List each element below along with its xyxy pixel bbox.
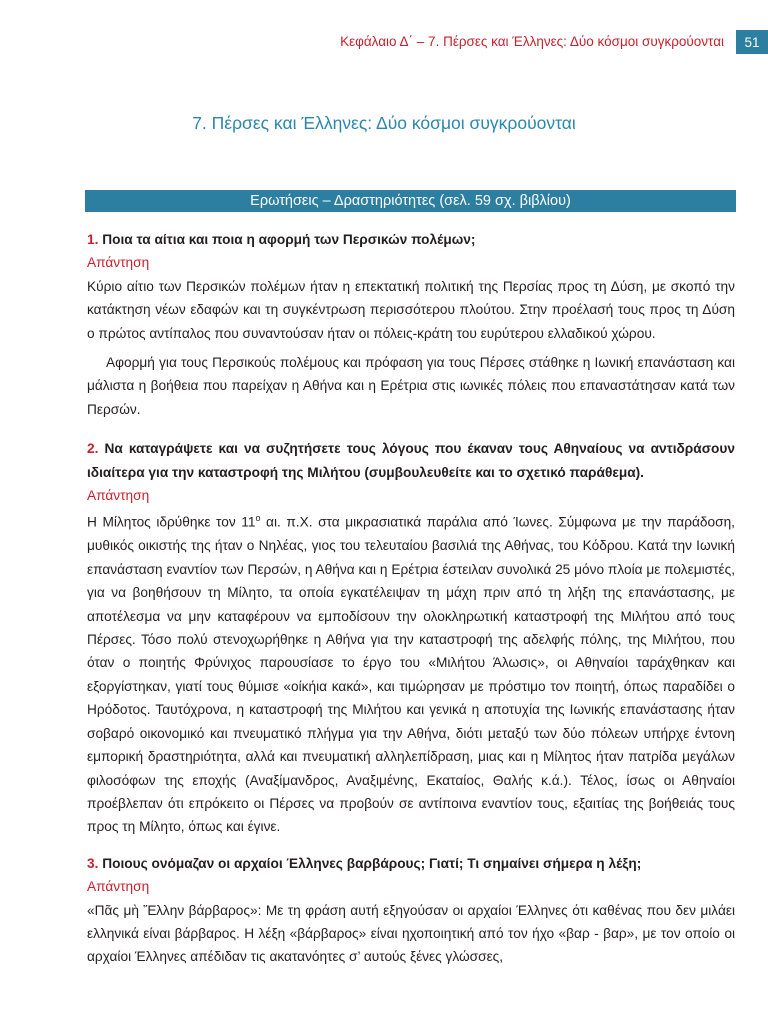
superscript: ο (255, 513, 261, 524)
running-header: Κεφάλαιο Δ΄ – 7. Πέρσες και Έλληνες: Δύο κόσμοι συγκρούονται (340, 34, 724, 49)
answer-label: Απάντηση (87, 488, 150, 504)
answer-paragraph: «Πᾶς μὴ Ἕλλην βάρβαρος»: Με τη φράση αυτή εξηγούσαν οι αρχαίοι Έλληνες ότι καθένας που δεν μιλάει ελληνικά είναι βάρβαρος. Η λέξη «βάρβαρος» είναι ηχοποιητική από τον ήχο «βαρ - βαρ», με τον οποίο οι αρχαίοι Έλληνες απέδιδαν τις ακατανόητες σ’ αυτούς ξένες γλώσσες, (87, 902, 735, 965)
page-number: 51 (736, 30, 768, 54)
answer-label: Απάντηση (87, 879, 150, 895)
question-1 (87, 228, 735, 251)
answer-text: Η Μίλητος ιδρύθηκε τον 11 (87, 515, 256, 531)
question-3 (87, 852, 735, 875)
question-text: Ποιους ονόμαζαν οι αρχαίοι Έλληνες βαρβάρους; Γιατί; Τι σημαίνει σήμερα η λέξη; (102, 855, 642, 871)
answer-paragraph: Αφορμή για τους Περσικούς πολέμους και πρόφαση για τους Πέρσες στάθηκε η Ιωνική επανάσταση και μάλιστα η βοήθεια που παρείχαν η Αθήνα και η Ερέτρια στις ιωνικές πόλεις που επαναστάτησαν κατά των Περσών. (87, 355, 735, 417)
question-2 (87, 437, 735, 484)
page-content (87, 228, 735, 969)
question-number: 1. (87, 232, 99, 247)
question-number: 3. (87, 855, 99, 871)
question-text: Ποια τα αίτια και ποια η αφορμή των Περσικών πολέμων; (102, 232, 476, 247)
question-number: 2. (87, 441, 99, 457)
chapter-title: 7. Πέρσες και Έλληνες: Δύο κόσμοι συγκρούονται (192, 113, 576, 133)
question-text: Να καταγράψετε και να συζητήσετε τους λόγους που έκαναν τους Αθηναίους να αντιδράσουν ιδιαίτερα για την καταστροφή της Μιλήτου (συμβουλευθείτε και το σχετικό παράθεμα). (87, 441, 735, 480)
answer-label: Απάντηση (87, 255, 150, 271)
answer-paragraph: Κύριο αίτιο των Περσικών πολέμων ήταν η επεκτατική πολιτική της Περσίας προς τη Δύση, με σκοπό την κατάκτηση νέων εδαφών και τη συγκέντρωση περισσότερου πλούτου. Στην προέλασή τους προς τη Δύση ο πρώτος αντίπαλος που συναντούσαν ήταν οι πόλεις-κράτη του ευρύτερου ελλαδικού χώρου. (87, 278, 735, 341)
answer-text: αι. π.Χ. στα μικρασιατικά παράλια από Ίωνες. Σύμφωνα με την παράδοση, μυθικός οικιστής της ήταν ο Νηλέας, γιος του τελευταίου βασιλιά της Αθήνας, του Κόδρου. Κατά την Ιωνική επανάσταση εναντίον των Περσών, η Αθήνα και η Ερέτρια έστειλαν συνολικά 25 μόνο πλοία με πολεμιστές, για να βοηθήσουν τη Μίλητο, τα οποία εγκατέλειψαν τη μάχη πριν από τη λήξη της επανάστασης, με αποτέλεσμα να μην καταφέρουν να εμποδίσουν την ολοκληρωτική καταστροφή της Μιλήτου από τους Πέρσες. Τόσο πολύ στενοχωρήθηκε η Αθήνα για την καταστροφή της αδελφής πόλης, της Μιλήτου, που όταν ο ποιητής Φρύνιχος παρουσίασε το έργο του «Μιλήτου Άλωσις», οι Αθηναίοι ταράχθηκαν και εξοργίστηκαν, γιατί τους θύμισε «οίκήια κακά», και τιμώρησαν με πρόστιμο τον ποιητή, όπως παραδίδει ο Ηρόδοτος. Ταυτόχρονα, η καταστροφή της Μιλήτου και γενικά η αποτυχία της Ιωνικής επανάστασης ήταν σοβαρό οικονομικό και πνευματικό πλήγμα για την Αθήνα, διότι μεταξύ των δύο πόλεων υπήρχε έντονη εμπορική δραστηριότητα, αλλά και πνευματική αλληλεπίδραση, μιας και η Μίλητος ήταν πατρίδα μεγάλων φιλοσόφων της εποχής (Αναξίμανδρος, Αναξιμένης, Εκαταίος, Θαλής κ.ά.). Τέλος, ίσως οι Αθηναίοι προέβλεπαν ότι επρόκειτο οι Πέρσες να προβούν σε αντίποινα εναντίον τους, εξαιτίας της βοήθειάς τους προς τη Μίλητο, όπως και έγινε. (87, 515, 735, 835)
answer-paragraph (87, 507, 735, 838)
section-heading-bar: Ερωτήσεις – Δραστηριότητες (σελ. 59 σχ. βιβλίου) (85, 190, 736, 212)
